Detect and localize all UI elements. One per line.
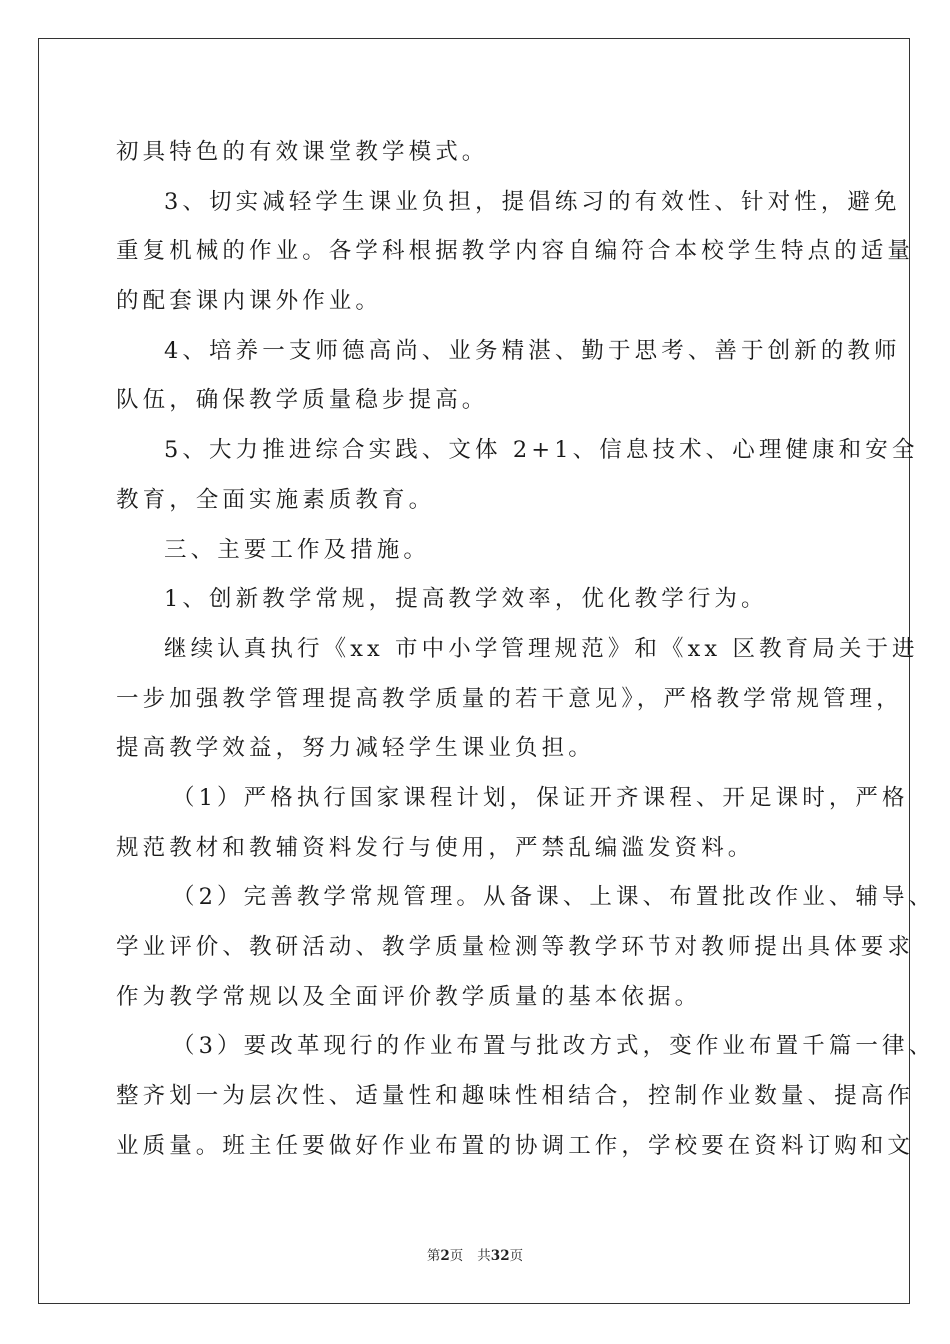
text-line: 继续认真执行《xx 市中小学管理规范》和《xx 区教育局关于进 [164, 635, 919, 662]
text-line: 1、创新教学常规，提高教学效率，优化教学行为。 [164, 586, 768, 613]
text-line: 规范教材和教辅资料发行与使用，严禁乱编滥发资料。 [116, 834, 755, 861]
page-number: 第2页 [426, 1248, 464, 1264]
document-body [116, 128, 936, 1171]
text-line: 4、培养一支师德高尚、业务精湛、勤于思考、善于创新的教师 [164, 337, 901, 364]
page-footer [0, 1246, 950, 1266]
text-line: 学业评价、教研活动、教学质量检测等教学环节对教师提出具体要求 [116, 934, 915, 960]
text-line: （1）严格执行国家课程计划，保证开齐课程、开足课时，严格 [172, 784, 909, 811]
text-line: 整齐划一为层次性、适量性和趣味性相结合，控制作业数量、提高作 [116, 1083, 915, 1110]
text-line: （3）要改革现行的作业布置与批改方式，变作业布置千篇一律、 [172, 1033, 936, 1060]
text-line: 教育，全面实施素质教育。 [116, 486, 436, 513]
text-line: 重复机械的作业。各学科根据教学内容自编符合本校学生特点的适量 [116, 238, 915, 265]
section-heading: 三、主要工作及措施。 [164, 536, 431, 563]
text-line: 业质量。班主任要做好作业布置的协调工作，学校要在资料订购和文 [116, 1132, 915, 1159]
text-line: 提高教学效益，努力减轻学生课业负担。 [116, 735, 595, 762]
text-line: 5、大力推进综合实践、文体 2+1、信息技术、心理健康和安全 [164, 437, 919, 464]
text-line: 一步加强教学管理提高教学质量的若干意见》，严格教学常规管理， [116, 685, 903, 712]
text-line: 队伍，确保教学质量稳步提高。 [116, 387, 489, 414]
page-total: 共32页 [477, 1248, 524, 1264]
text-line: 初具特色的有效课堂教学模式。 [116, 139, 489, 165]
text-line: 3、切实减轻学生课业负担，提倡练习的有效性、针对性，避免 [164, 188, 901, 215]
text-line: （2）完善教学常规管理。从备课、上课、布置批改作业、辅导、 [172, 884, 936, 911]
text-line: 作为教学常规以及全面评价教学质量的基本依据。 [116, 983, 702, 1010]
text-line: 的配套课内课外作业。 [116, 288, 383, 315]
